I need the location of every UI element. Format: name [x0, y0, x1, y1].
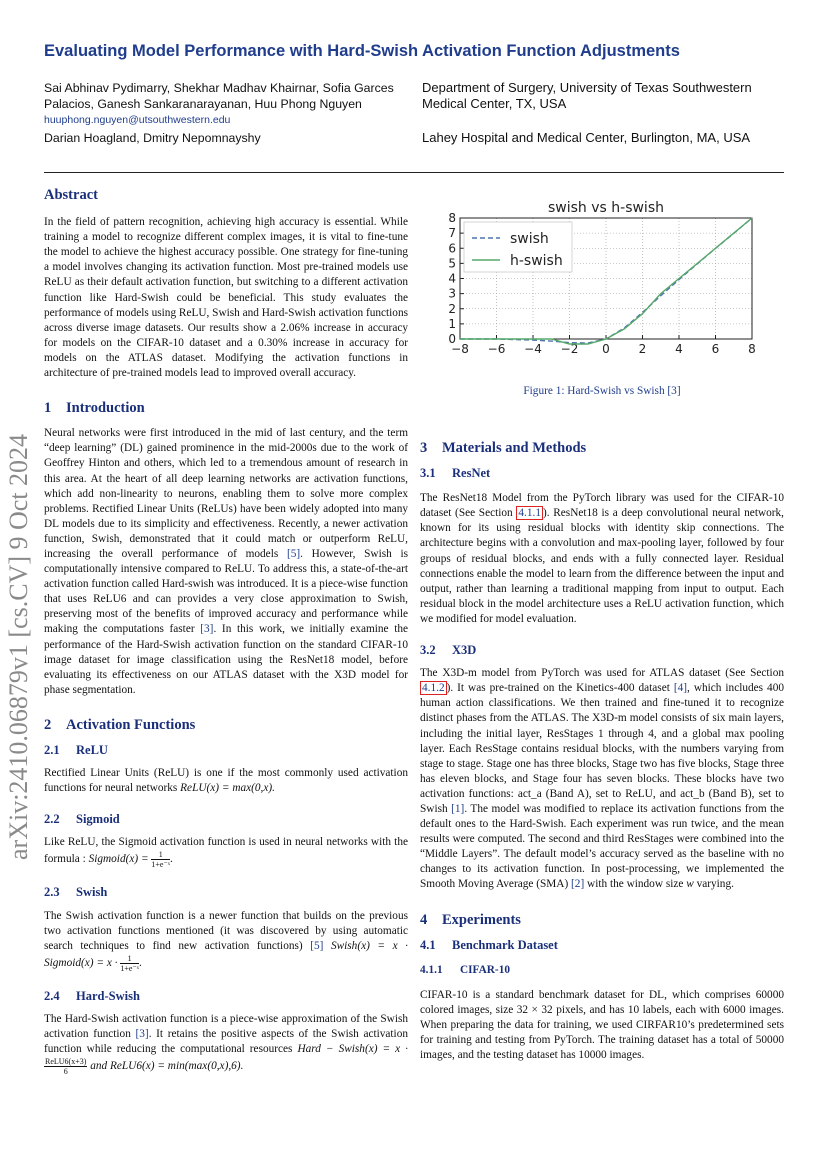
section-title: Benchmark Dataset [452, 937, 558, 952]
math-var: w [686, 878, 694, 891]
text-run: Rectified Linear Units (ReLU) is one if the most commonly used activation functions for neural networks [44, 767, 408, 795]
y-tick-label: 8 [448, 211, 456, 225]
section-number: 2.1 [44, 743, 60, 757]
paper-title: Evaluating Model Performance with Hard-Swish Activation Function Adjustments [44, 42, 680, 60]
resnet-heading [420, 466, 784, 481]
text-run: Like ReLU, the Sigmoid activation function is used in neural networks with the formula : [44, 836, 408, 866]
y-tick-label: 2 [448, 301, 456, 316]
section-number: 4.1 [420, 937, 436, 952]
denominator: 1+e⁻ˣ [151, 860, 171, 870]
text-run: ). ResNet18 is a deep convolutional neural network, known for its using residual blocks with identity skip connections. The architecture begins with a convolution and max-pooling layer, followed by four groups of residual blocks, and ends with a fully connected layer. Residual connections enable the model to learn from the difference between the input and output, rather than learning a traditional mapping from input to output. Each residual block in the model architecture uses a ReLU activation function, which we modified for model evaluation. [420, 507, 784, 625]
fraction [44, 1057, 87, 1076]
section-title: X3D [452, 643, 477, 658]
methods-heading [420, 441, 784, 456]
section-title: Introduction [66, 400, 145, 417]
author-line: Darian Hoagland, Dmitry Nepomnayshy [44, 131, 261, 145]
y-tick-label: 6 [448, 241, 456, 256]
citation-link[interactable]: [2] [571, 878, 585, 891]
y-tick-label: 1 [448, 316, 456, 331]
section-number: 1 [44, 400, 52, 417]
equation: ReLU(x) = max(0,x). [180, 782, 275, 795]
text-run: ). It was pre-trained on the Kinetics-400 dataset [446, 682, 674, 695]
intro-heading [44, 401, 408, 416]
citation-link[interactable]: [5] [310, 939, 324, 952]
citation-link[interactable]: [3] [135, 1028, 149, 1041]
figure-caption [420, 385, 784, 397]
text-run: Neural networks were first introduced in the mid of last century, and the term “deep learning” (DL) gained prominence in the mid-2000s due to the work of Geoffrey Hinton and others, which led to a tremendous amount of research in this area. At the heart of all deep learning networks are activation functions, which add non-linearity to neurons, enabling them to solve more complex problems. Rectified Linear Units (ReLUs) have been widely adopted into many DL models due to its simplicity and effectiveness. Recently, a newer activation function, Swish, demonstrated that it could match or outperform ReLU, increasing the overall performance of models [44, 427, 408, 560]
section-number: 3.2 [420, 643, 436, 658]
fraction [151, 850, 170, 869]
denominator: 1+e⁻ˣ [120, 963, 139, 973]
affiliation-line: Lahey Hospital and Medical Center, Burlington, MA, USA [422, 130, 751, 145]
relu-paragraph [44, 766, 408, 796]
citation-link[interactable]: [3] [667, 385, 681, 397]
section-link[interactable]: 4.1.2 [422, 682, 445, 695]
section-number: 3 [420, 440, 428, 456]
x-tick-label: 4 [675, 342, 683, 356]
equation: Hard − Swish(x) = x · [297, 1043, 409, 1056]
x-tick-label: 6 [711, 342, 720, 356]
section-number: 4.1.1 [420, 963, 443, 976]
x-tick-label: −6 [487, 342, 506, 356]
section-title: ReLU [76, 743, 108, 757]
section-title: CIFAR-10 [460, 963, 510, 976]
legend-label: swish [510, 231, 549, 247]
benchmark-heading [420, 938, 784, 953]
x-tick-label: 0 [602, 342, 610, 356]
y-tick-label: 0 [448, 332, 456, 346]
text-run: varying. [693, 878, 734, 891]
citation-link[interactable]: [3] [200, 623, 214, 636]
numerator: ReLU6(x+3) [45, 1057, 87, 1067]
section-number: 2 [44, 716, 52, 733]
abstract-heading: Abstract [44, 187, 98, 203]
activation-heading [44, 718, 408, 733]
author-line: Sai Abhinav Pydimarry, Shekhar Madhav Khairnar, Sofia Garces [44, 81, 394, 95]
chart-title: swish vs h-swish [547, 200, 665, 216]
section-title: Hard-Swish [76, 988, 140, 1003]
text-run: . The model was modified to replace its activation functions from the default ones to the Hard-Swish. Each experiment was run twice, and the mean results were computed. The second and third ResStages were combined into the “Middle Layers”. The default model’s accuracy served as the baseline with no changes to its activation function. In post-processing, we implemented the Smooth Moving Average (SMA) [420, 802, 784, 891]
right-column [420, 441, 784, 1063]
section-link[interactable]: 4.1.1 [518, 507, 541, 520]
sigmoid-paragraph: Like ReLU, the Sigmoid activation function is used in neural networks with the formula : Sigmoid(x) = $\frac{1}{\text{1+e⁻ˣ}}$ . [44, 836, 408, 870]
section-number: 2.3 [44, 885, 60, 900]
section-title: Experiments [442, 911, 521, 928]
x-tick-label: 2 [638, 342, 647, 356]
equation: Swish(x) = x · Sigmoid(x) = x · [44, 939, 408, 969]
cifar-heading [420, 963, 784, 978]
swish-heading [44, 885, 408, 900]
section-number: 2.4 [44, 988, 60, 1003]
resnet-paragraph [420, 491, 784, 627]
section-title: Sigmoid [76, 812, 120, 827]
section-number: 2.2 [44, 812, 60, 827]
left-column [44, 188, 408, 1076]
equation: and ReLU6(x) = min(max(0,x),6). [87, 1060, 244, 1073]
x-tick-label: −4 [524, 342, 542, 356]
y-tick-label: 3 [448, 286, 456, 301]
text-run: . It retains the positive aspects of the Swish activation function while reducing the computational resources [44, 1028, 408, 1056]
fraction [120, 954, 139, 973]
x-tick-label: 8 [748, 342, 756, 356]
cifar-paragraph: CIFAR-10 is a standard benchmark dataset for DL, which comprises 60000 colored images, size 32 × 32 pixels, and has 10 labels, each with 6000 images. When preparing the data for training, we used CIRFAR10’s predetermined sets for training and testing from PyTorch. The training dataset has a total of 50000 images, and the testing dataset has 10000 images. [420, 988, 784, 1062]
author-block-1 [44, 80, 414, 146]
legend-label: h-swish [510, 253, 563, 269]
text-run: , which includes 400 human action classifications. We then trained and fine-tuned it to recognize distinct phases from the ATLAS. The X3D-m model consists of six main layers, including the initial layer, ResStages 1 through 4, and a global max pooling layer. Each ResStage contains residual blocks, with the numbers varying from stage to stage. Stage one has three blocks, Stage two has five blocks, Stage three has eleven blocks, and Stage four has seven blocks. These blocks have two activation functions: act_a (Band A), set to ReLU, and act_b (Band B), set to Swish [420, 682, 784, 815]
affiliation-line: Department of Surgery, University of Texas Southwestern [422, 80, 752, 95]
hardswish-heading [44, 989, 408, 1004]
section-title: ResNet [452, 466, 491, 481]
y-tick-label: 7 [448, 226, 456, 241]
equation: Sigmoid(x) = [88, 853, 149, 866]
numerator: 1 [151, 850, 170, 860]
x-tick-label: −2 [560, 342, 579, 356]
denominator: 6 [63, 1067, 68, 1077]
section-title: Materials and Methods [442, 440, 587, 456]
y-tick-label: 5 [448, 256, 456, 271]
x-tick-label: −8 [451, 342, 469, 356]
section-number: 4 [420, 911, 428, 928]
x3d-heading [420, 643, 784, 658]
arxiv-sidebar: arXiv:2410.06879v1 [cs.CV] 9 Oct 2024 [4, 433, 33, 860]
text-run: The Hard-Swish activation function is a piece-wise approximation of the Swish activation function [44, 1012, 408, 1041]
caption-text: Figure 1: Hard-Swish vs Swish [523, 385, 668, 397]
text-run: with the window size [584, 878, 687, 891]
swish-paragraph: The Swish activation function is a newer function that builds on the previous two activation functions mentioned (it was discovered by using automatic search techniques to find new activation functions) [5] Swish(x) = x · Sigmoid(x) = x · $\frac{1}{\text{1+e⁻ˣ}}$ . [44, 909, 408, 973]
sigmoid-heading [44, 812, 408, 827]
x3d-paragraph [420, 666, 784, 892]
author-email[interactable]: huuphong.nguyen@utsouthwestern.edu [44, 114, 231, 126]
hardswish-paragraph [44, 1012, 408, 1076]
affiliation-line: Medical Center, TX, USA [422, 96, 567, 111]
section-number: 3.1 [420, 466, 436, 481]
author-line: Palacios, Ganesh Sankaranarayanan, Huu Phong Nguyen [44, 97, 362, 111]
text-run: The ResNet18 Model from the PyTorch library was used for the CIFAR-10 dataset (See Section [420, 492, 784, 520]
intro-paragraph [44, 426, 408, 698]
citation-link[interactable]: [5] [286, 547, 301, 560]
relu-heading [44, 743, 408, 758]
section-title: Activation Functions [66, 716, 196, 733]
text-run: The Swish activation function is a newer function that builds on the previous two activation functions mentioned (it was discovered by using automatic search techniques to find new activation functions) [44, 909, 408, 952]
abstract-text: In the field of pattern recognition, achieving high accuracy is essential. While training a model to recognize different complex images, it is vital to fine-tune the model to achieve the highest accuracy possible. One strategy for fine-tuning a model involves changing its activation function. Most pre-trained models use ReLU as their default activation function, but switching to a different activation function like Hard-Swish could be beneficial. This study evaluates the performance of models using ReLU, Swish and Hard-Swish activation functions across diverse image datasets. Our results show a 2.06% increase in accuracy for models on the CIFAR-10 dataset and a 0.30% increase in accuracy for models on the ATLAS dataset. Modifying the activation functions in architecture of pre-trained models lead to improved overall accuracy. [44, 216, 408, 380]
y-tick-label: 4 [448, 271, 456, 286]
text-run: . In this work, we initially examine the performance of the Hard-Swish activation function on the standard CIFAR-10 image dataset for image classification using the ResNet18 model, before evaluating its effectiveness on our ATLAS dataset with the X3D model for phase segmentation. [44, 623, 408, 696]
text-run: The X3D-m model from PyTorch was used for ATLAS dataset (See Section [420, 667, 784, 680]
text-run: . However, Swish is computationally intensive compared to ReLU. To address this, a state-of-the-art activation function called Hard-swish was introduced. It is a piece-wise function that uses ReLU6 and can provides a very close approximation to Swish, preserving most of the benefits of improved accuracy and performance while making the computations faster [44, 547, 408, 636]
citation-link[interactable]: [4] [673, 682, 688, 695]
experiments-heading [420, 913, 784, 928]
swish-vs-hswish-chart [424, 196, 764, 366]
header-rule [44, 172, 784, 173]
affiliation-block [422, 80, 792, 146]
section-title: Swish [76, 885, 108, 900]
numerator: 1 [120, 954, 139, 964]
citation-link[interactable]: [1] [451, 802, 465, 815]
